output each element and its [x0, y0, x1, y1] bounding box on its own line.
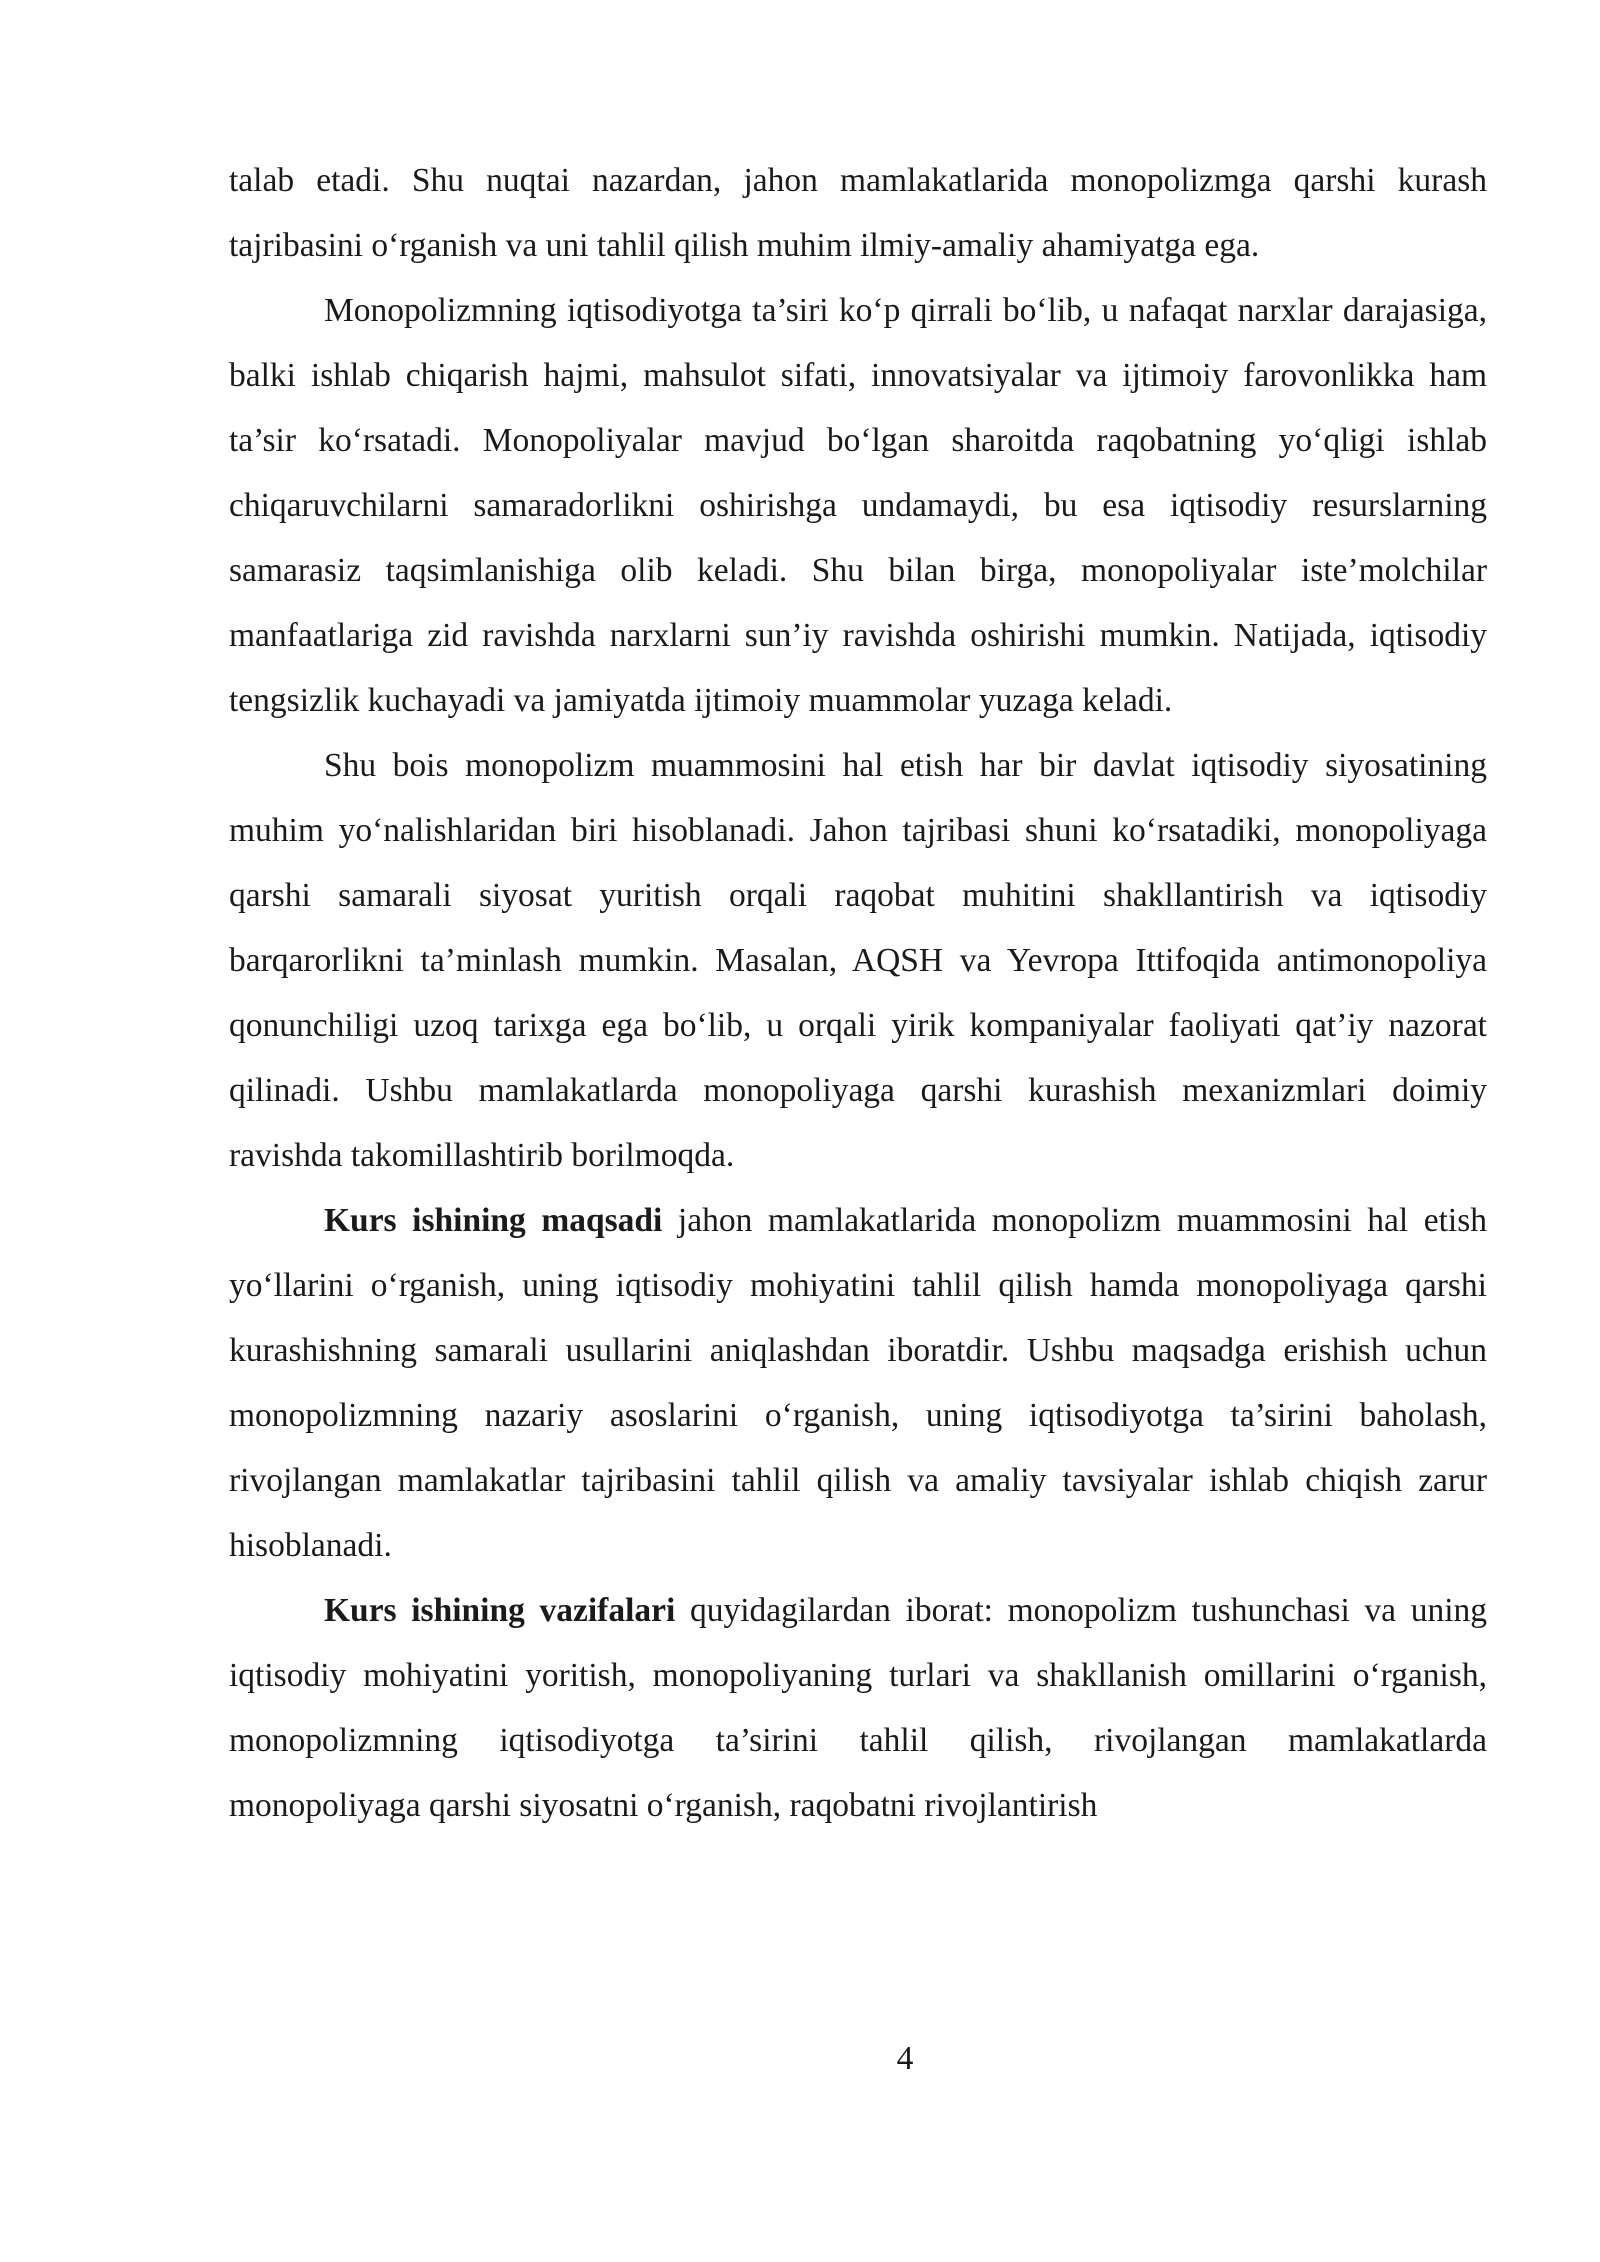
paragraph-continuation	[229, 148, 1487, 278]
paragraph-state-policy	[229, 733, 1487, 1188]
page-number: 4	[896, 2040, 914, 2077]
paragraph-text: quyidagilardan iborat: monopolizm tushunchasi va uning iqtisodiy mohiyatini yoritish, monopoliyaning turlari va shakllanish omillarini o‘rganish, monopolizmning iqtisodiyotga ta’sirini tahlil qilish, rivojlangan mamlakatlarda monopoliyaga qarshi siyosatni o‘rganish, raqobatni rivojlantirish	[229, 1592, 1488, 1824]
paragraph-course-tasks	[229, 1578, 1487, 1838]
paragraph-bold-lead: Kurs ishining maqsadi	[324, 1202, 663, 1239]
paragraph-course-goal	[229, 1188, 1487, 1578]
paragraph-text: Monopolizmning iqtisodiyotga ta’siri ko‘p qirrali bo‘lib, u nafaqat narxlar darajasiga, balki ishlab chiqarish hajmi, mahsulot sifati, innovatsiyalar va ijtimoiy farovonlikka ham ta’sir ko‘rsatadi. Monopoliyalar mavjud bo‘lgan sharoitda raqobatning yo‘qligi ishlab chiqaruvchilarni samaradorlikni oshirishga undamaydi, bu esa iqtisodiy resurslarning samarasiz taqsimlanishiga olib keladi. Shu bilan birga, monopoliyalar iste’molchilar manfaatlariga zid ravishda narxlarni sun’iy ravishda oshirishi mumkin. Natijada, iqtisodiy tengsizlik kuchayadi va jamiyatda ijtimoiy muammolar yuzaga keladi.	[229, 292, 1487, 719]
document-body	[229, 148, 1487, 1838]
paragraph-monopolism-impact	[229, 278, 1487, 733]
paragraph-text: Shu bois monopolizm muammosini hal etish har bir davlat iqtisodiy siyosatining muhim yo‘nalishlaridan biri hisoblanadi. Jahon tajribasi shuni ko‘rsatadiki, monopoliyaga qarshi samarali siyosat yuritish orqali raqobat muhitini shakllantirish va iqtisodiy barqarorlikni ta’minlash mumkin. Masalan, AQSH va Yevropa Ittifoqida antimonopoliya qonunchiligi uzoq tarixga ega bo‘lib, u orqali yirik kompaniyalar faoliyati qat’iy nazorat qilinadi. Ushbu mamlakatlarda monopoliyaga qarshi kurashish mexanizmlari doimiy ravishda takomillashtirib borilmoqda.	[229, 747, 1487, 1174]
paragraph-bold-lead: Kurs ishining vazifalari	[324, 1592, 676, 1629]
paragraph-text: jahon mamlakatlarida monopolizm muammosini hal etish yo‘llarini o‘rganish, uning iqtisodiy mohiyatini tahlil qilish hamda monopoliyaga qarshi kurashishning samarali usullarini aniqlashdan iboratdir. Ushbu maqsadga erishish uchun monopolizmning nazariy asoslarini o‘rganish, uning iqtisodiyotga ta’sirini baholash, rivojlangan mamlakatlar tajribasini tahlil qilish va amaliy tavsiyalar ishlab chiqish zarur hisoblanadi.	[229, 1202, 1487, 1564]
paragraph-text: talab etadi. Shu nuqtai nazardan, jahon mamlakatlarida monopolizmga qarshi kurash tajribasini o‘rganish va uni tahlil qilish muhim ilmiy-amaliy ahamiyatga ega.	[229, 162, 1487, 264]
